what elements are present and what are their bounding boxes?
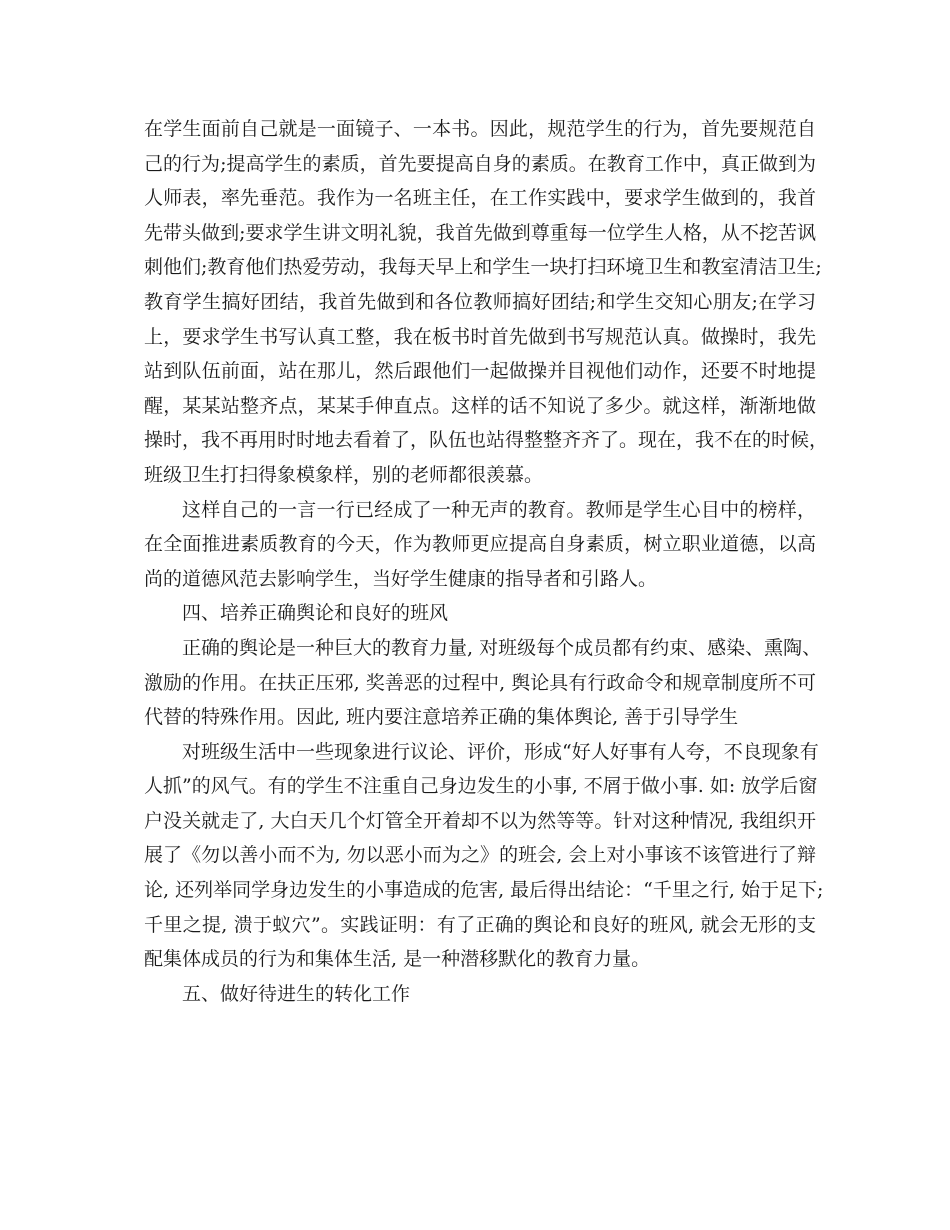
text-line: 人抓”的风气。有的学生不注重自己身边发生的小事, 不屑于做小事. 如: 放学后窗	[144, 775, 818, 798]
document-body	[144, 112, 829, 1011]
text-line: 己的行为;提高学生的素质，首先要提高自身的素质。在教育工作中，真正做到为	[144, 152, 816, 175]
text-line: 尚的道德风范去影响学生，当好学生健康的指导者和引路人。	[144, 567, 658, 590]
text-line: 五、做好待进生的转化工作	[182, 982, 411, 1005]
text-line: 刺他们;教育他们热爱劳动，我每天早上和学生一块打扫环境卫生和教室清洁卫生;	[144, 256, 822, 279]
text-line: 醒，某某站整齐点，某某手伸直点。这样的话不知说了多少。就这样，渐渐地做	[144, 394, 816, 417]
text-line: 在学生面前自己就是一面镜子、一本书。因此，规范学生的行为，首先要规范自	[144, 118, 816, 140]
text-line: 先带头做到;要求学生讲文明礼貌，我首先做到尊重每一位学生人格，从不挖苦讽	[144, 221, 816, 244]
text-line: 班级卫生打扫得象模象样，别的老师都很羡慕。	[144, 463, 544, 486]
text-line: 上，要求学生书写认真工整，我在板书时首先做到书写规范认真。做操时，我先	[144, 325, 816, 348]
text-line: 代替的特殊作用。因此, 班内要注意培养正确的集体舆论, 善于引导学生	[144, 706, 739, 729]
text-line: 正确的舆论是一种巨大的教育力量, 对班级每个成员都有约束、感染、熏陶、	[182, 636, 822, 659]
text-line: 站到队伍前面，站在那儿，然后跟他们一起做操并目视他们动作，还要不时地提	[144, 360, 816, 383]
text-line: 教育学生搞好团结，我首先做到和各位教师搞好团结;和学生交知心朋友;在学习	[144, 290, 816, 313]
text-line: 配集体成员的行为和集体生活, 是一种潜移默化的教育力量。	[144, 948, 651, 971]
text-line: 展了《勿以善小而不为, 勿以恶小而为之》的班会, 会上对小事该不该管进行了辩	[144, 844, 816, 867]
text-line: 激励的作用。在扶正压邪, 奖善恶的过程中, 舆论具有行政命令和规章制度所不可	[144, 671, 816, 694]
text-line: 这样自己的一言一行已经成了一种无声的教育。教师是学生心目中的榜样，	[182, 498, 816, 521]
text-line: 户没关就走了, 大白天几个灯管全开着却不以为然等等。针对这种情况, 我组织开	[144, 809, 816, 832]
text-line: 千里之提, 溃于蚁穴”。实践证明：有了正确的舆论和良好的班风, 就会无形的支	[144, 913, 816, 936]
text-line: 对班级生活中一些现象进行议论、评价，形成“好人好事有人夸，不良现象有	[182, 740, 819, 763]
text-line: 四、培养正确舆论和良好的班风	[182, 602, 449, 625]
text-line: 人师表，率先垂范。我作为一名班主任，在工作实践中，要求学生做到的，我首	[144, 187, 816, 210]
text-line: 在全面推进素质教育的今天，作为教师更应提高自身素质，树立职业道德，以高	[144, 533, 816, 556]
text-line: 论, 还列举同学身边发生的小事造成的危害, 最后得出结论：“千里之行, 始于足下;	[144, 879, 824, 902]
text-line: 操时，我不再用时时地去看着了，队伍也站得整整齐齐了。现在，我不在的时候，	[144, 429, 829, 452]
